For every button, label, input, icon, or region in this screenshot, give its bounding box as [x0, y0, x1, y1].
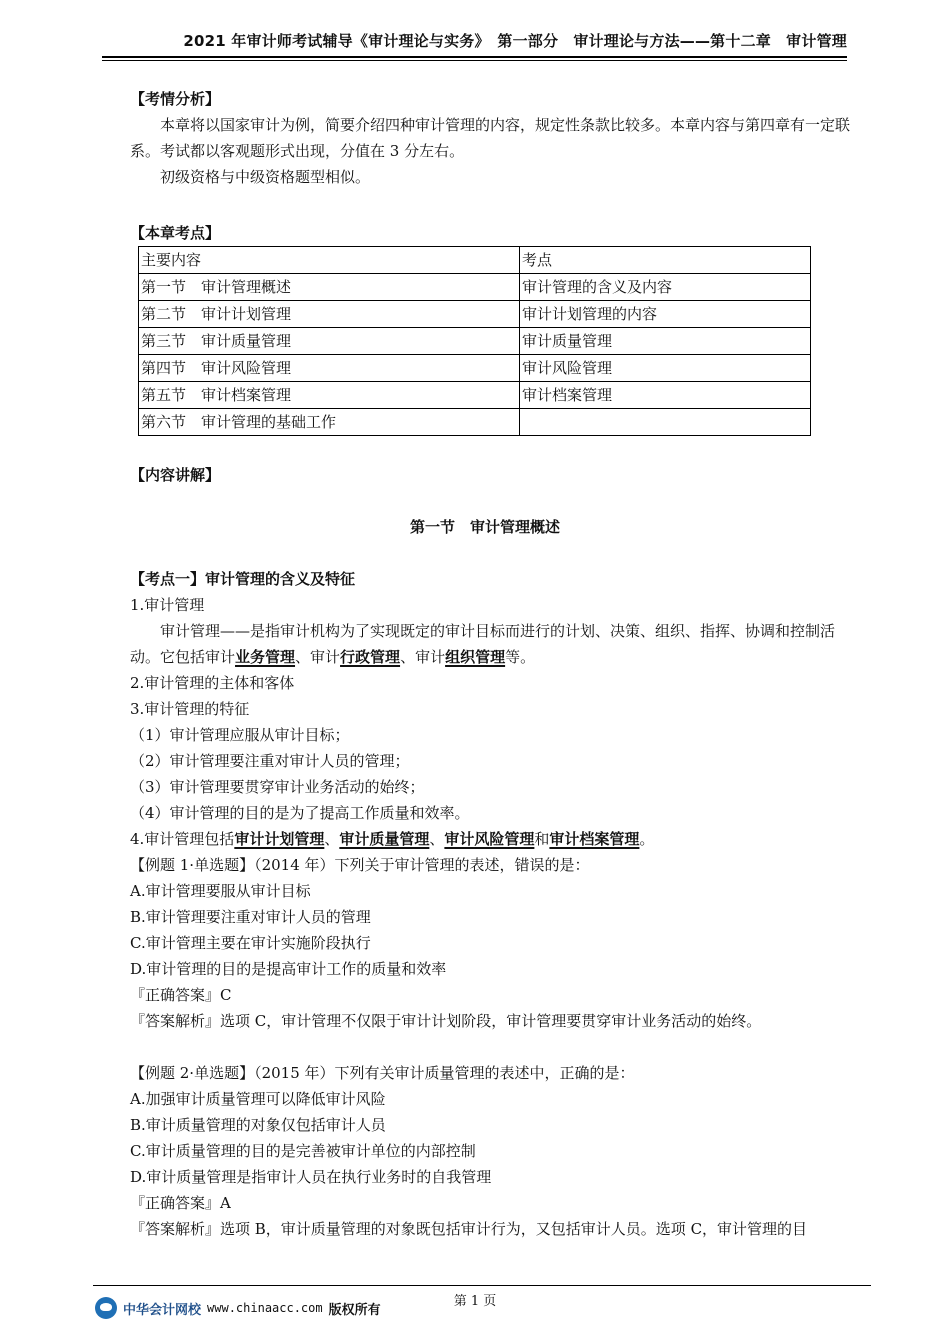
chinaacc-logo-icon: [95, 1297, 117, 1319]
table-row: [139, 382, 811, 409]
table-cell: 第二节 审计计划管理: [139, 301, 520, 328]
example-question: 【例题 1·单选题】（2014 年）下列关于审计管理的表述，错误的是：: [130, 856, 590, 874]
table-cell: 审计质量管理: [520, 328, 811, 355]
brand-name: 中华会计网校: [123, 1302, 202, 1318]
table-cell: [520, 409, 811, 436]
example-option: C.审计管理主要在审计实施阶段执行: [130, 934, 371, 952]
feature-item: （3）审计管理要贯穿审计业务活动的始终；: [130, 778, 425, 796]
definition-paragraph: 审计管理——是指审计机构为了实现既定的审计目标而进行的计划、决策、组织、指挥、协调和控制活动。它包括审计业务管理、审计行政管理、审计组织管理等。: [130, 622, 836, 666]
table-row: [139, 355, 811, 382]
example-option: A.加强审计质量管理可以降低审计风险: [130, 1090, 386, 1108]
example-option: C.审计质量管理的目的是完善被审计单位的内部控制: [130, 1142, 476, 1160]
example-answer: 『正确答案』C: [130, 986, 232, 1004]
table-cell: 审计管理的含义及内容: [520, 274, 811, 301]
analysis-paragraph: 本章将以国家审计为例，简要介绍四种审计管理的内容，规定性条款比较多。本章内容与第四章有一定联系。考试都以客观题形式出现，分值在 3 分左右。: [130, 116, 851, 160]
footer-logo: [95, 1297, 381, 1319]
site-url: www.chinaacc.com: [207, 1301, 323, 1315]
keypoints-heading: 【本章考点】: [130, 224, 221, 242]
page-header: 2021 年审计师考试辅导《审计理论与实务》 第一部分 审计理论与方法——第十二章 审计管理: [183, 32, 847, 50]
example-option: A.审计管理要服从审计目标: [130, 882, 311, 900]
list-item: 4.审计管理包括审计计划管理、审计质量管理、审计风险管理和审计档案管理。: [130, 830, 655, 848]
example-option: B.审计管理要注重对审计人员的管理: [130, 908, 371, 926]
table-row: [139, 409, 811, 436]
list-item: 1.审计管理: [130, 596, 205, 614]
keypoints-table: [138, 246, 811, 436]
column-header: 考点: [520, 247, 811, 274]
page-number: 第 1 页: [453, 1294, 497, 1309]
list-item: 2.审计管理的主体和客体: [130, 674, 295, 692]
example-analysis: 『答案解析』选项 B，审计质量管理的对象既包括审计行为，又包括审计人员。选项 C，审计管理的目: [130, 1220, 808, 1238]
section-title: 第一节 审计管理概述: [409, 518, 560, 536]
analysis-paragraph-2: 初级资格与中级资格题型相似。: [160, 168, 371, 186]
feature-item: （1）审计管理应服从审计目标；: [130, 726, 350, 744]
table-cell: 审计风险管理: [520, 355, 811, 382]
lecture-heading: 【内容讲解】: [130, 466, 221, 484]
table-cell: 审计计划管理的内容: [520, 301, 811, 328]
feature-item: （4）审计管理的目的是为了提高工作质量和效率。: [130, 804, 470, 822]
table-header-row: [139, 247, 811, 274]
table-cell: 第三节 审计质量管理: [139, 328, 520, 355]
header-rule-thin: [102, 60, 847, 61]
document-body: [130, 86, 850, 1242]
table-row: [139, 301, 811, 328]
analysis-heading: 【考情分析】: [130, 90, 221, 108]
copyright-text: 版权所有: [328, 1302, 381, 1318]
example-question: 【例题 2·单选题】（2015 年）下列有关审计质量管理的表述中，正确的是：: [130, 1064, 635, 1082]
example-option: D.审计管理的目的是提高审计工作的质量和效率: [130, 960, 447, 978]
table-row: [139, 274, 811, 301]
header-rule: [102, 56, 847, 58]
example-option: D.审计质量管理是指审计人员在执行业务时的自我管理: [130, 1168, 492, 1186]
table-cell: 第五节 审计档案管理: [139, 382, 520, 409]
table-cell: 第四节 审计风险管理: [139, 355, 520, 382]
example-answer: 『正确答案』A: [130, 1194, 231, 1212]
example-analysis: 『答案解析』选项 C，审计管理不仅限于审计计划阶段，审计管理要贯穿审计业务活动的始终。: [130, 1012, 762, 1030]
footer-rule: [93, 1285, 871, 1286]
column-header: 主要内容: [139, 247, 520, 274]
table-row: [139, 328, 811, 355]
list-item: 3.审计管理的特征: [130, 700, 250, 718]
table-cell: 第六节 审计管理的基础工作: [139, 409, 520, 436]
feature-item: （2）审计管理要注重对审计人员的管理；: [130, 752, 410, 770]
table-cell: 第一节 审计管理概述: [139, 274, 520, 301]
table-cell: 审计档案管理: [520, 382, 811, 409]
example-option: B.审计质量管理的对象仅包括审计人员: [130, 1116, 386, 1134]
point-heading: 【考点一】审计管理的含义及特征: [130, 570, 356, 588]
